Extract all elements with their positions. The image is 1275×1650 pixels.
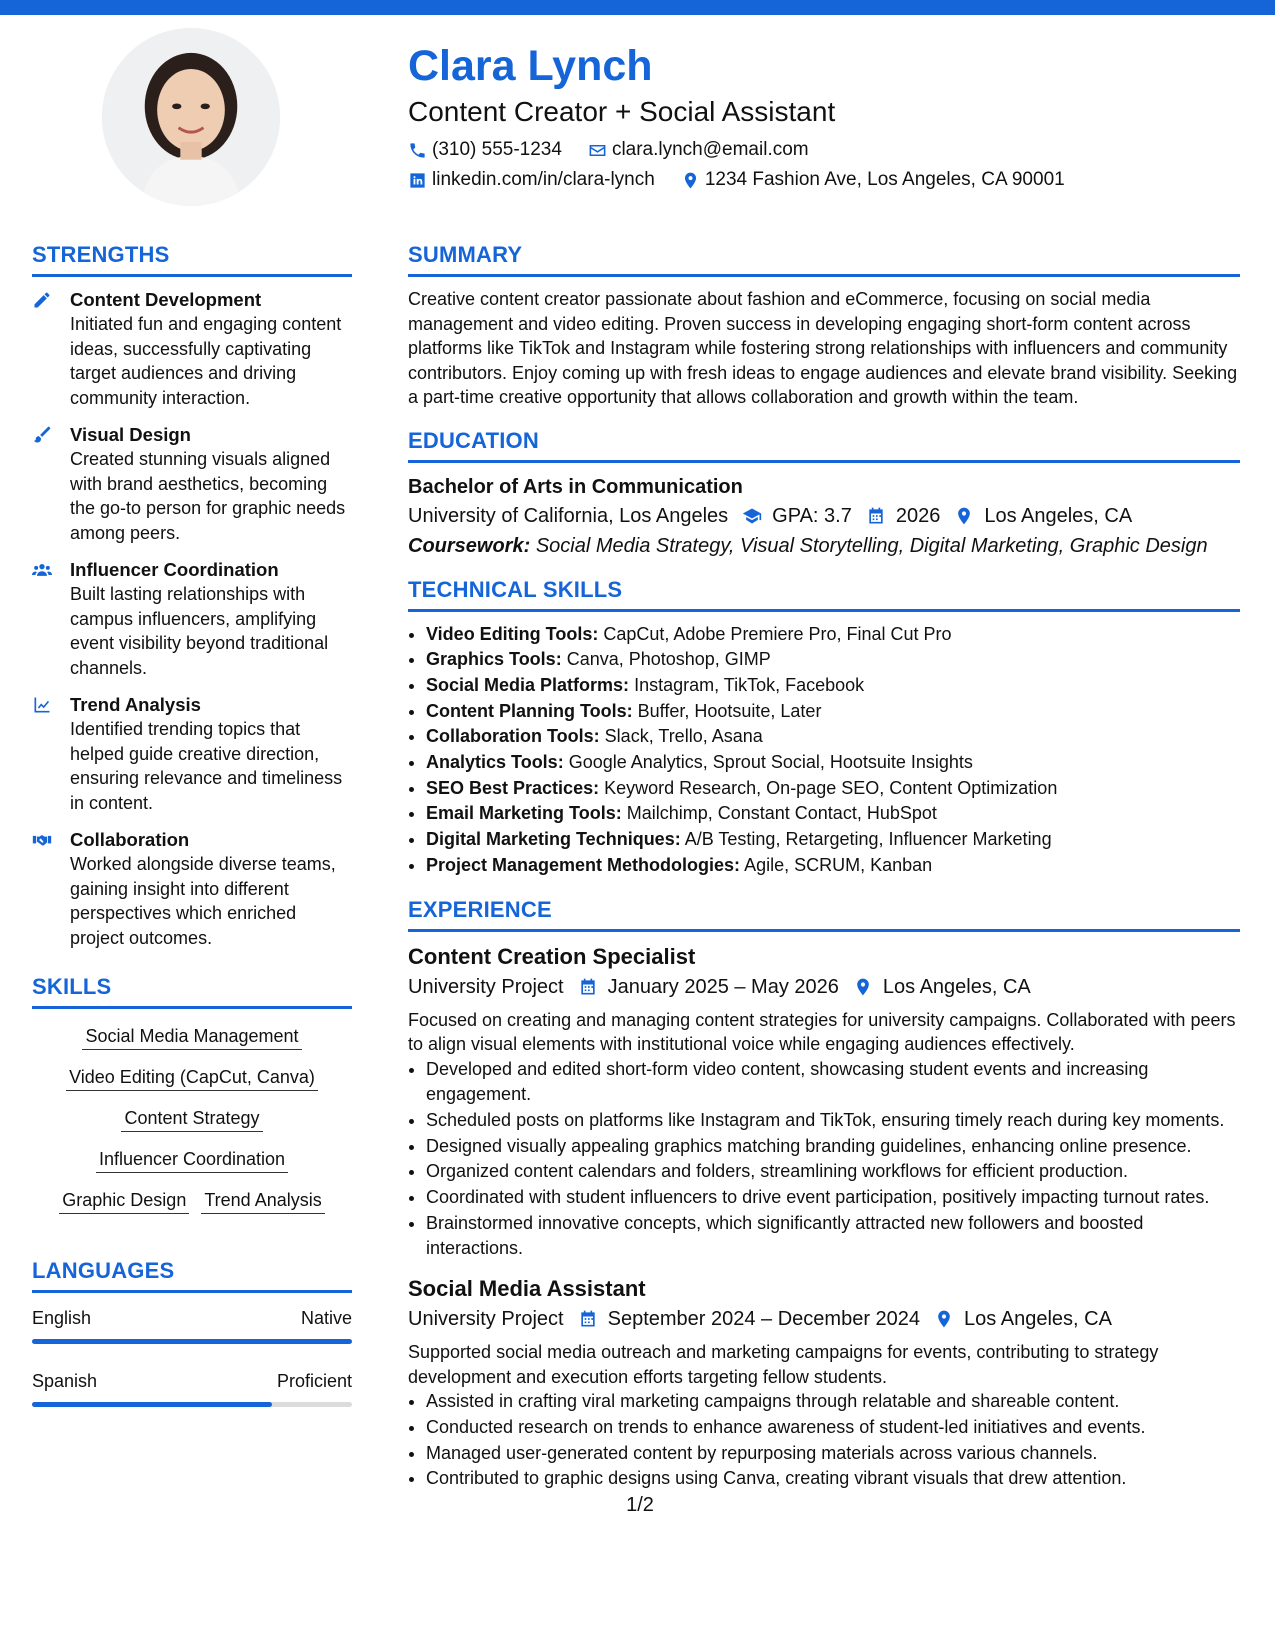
contact-row-1: [408, 136, 1248, 164]
strength-desc: Created stunning visuals aligned with brand aesthetics, becoming the go-to person for graphic needs among peers.: [70, 449, 346, 543]
job-dates-item: [578, 972, 839, 1002]
job-bullet: • Scheduled posts on platforms like Instagram and TikTok, ensuring timely reach during key moments.: [426, 1108, 1240, 1134]
job-org: University Project: [408, 975, 564, 998]
skill-tag: Video Editing (CapCut, Canva): [66, 1064, 318, 1091]
job-meta: [408, 972, 1240, 1002]
map-pin-icon: [853, 977, 873, 997]
job-bullet: • Contributed to graphic designs using Canva, creating vibrant visuals that drew attention.: [426, 1466, 1240, 1492]
job-location-item: [934, 1304, 1112, 1334]
language-name: Spanish: [32, 1371, 98, 1391]
education-heading: EDUCATION: [408, 426, 1240, 463]
job-title: Content Creation Specialist: [408, 943, 696, 969]
strength-desc: Worked alongside diverse teams, gaining insight into different perspectives which enriched project outcomes.: [70, 854, 336, 948]
job-location-item: [853, 972, 1031, 1002]
job-bullet: • Coordinated with student influencers to drive event participation, positively impacting turnout rates.: [426, 1185, 1240, 1211]
phone-icon: [408, 141, 427, 160]
phone-text: (310) 555-1234: [432, 139, 562, 160]
tech-skill-item: [426, 622, 1240, 648]
tech-skill-value: Google Analytics, Sprout Social, Hootsuite Insights: [568, 752, 973, 773]
strength-desc: Initiated fun and engaging content ideas, successfully captivating target audiences and driving community interaction.: [70, 314, 342, 408]
top-accent-bar: [0, 0, 1275, 15]
tech-skill-label: Email Marketing Tools:: [426, 803, 622, 824]
address-contact: [681, 166, 1065, 194]
summary-heading: SUMMARY: [408, 240, 1240, 277]
resume-header: [408, 40, 1248, 194]
coursework: [408, 531, 1240, 561]
job-description: Supported social media outreach and marketing campaigns for events, contributing to strategy development and execution efforts targeting fellow students.: [408, 1342, 1159, 1387]
strength-title: Visual Design: [70, 424, 191, 445]
tech-skill-value: Agile, SCRUM, Kanban: [744, 854, 933, 875]
strength-item: [32, 287, 352, 410]
tech-skill-label: Analytics Tools:: [426, 752, 564, 773]
strength-desc: Built lasting relationships with campus influencers, amplifying event visibility beyond traditional channels.: [70, 584, 329, 678]
chart-line-icon: [32, 695, 52, 715]
job-bullet: • Organized content calendars and folders, streamlining workflows for efficient production.: [426, 1159, 1240, 1185]
skills-list: [32, 1023, 352, 1214]
skill-tag: Trend Analysis: [201, 1187, 324, 1214]
experience-job: [408, 942, 1240, 1263]
degree-title: Bachelor of Arts in Communication: [408, 475, 743, 498]
tech-skill-value: Canva, Photoshop, GIMP: [566, 649, 771, 670]
calendar-icon: [578, 977, 598, 997]
tech-skill-value: Mailchimp, Constant Contact, HubSpot: [626, 803, 937, 824]
school-name: University of California, Los Angeles: [408, 504, 729, 527]
tech-skill-label: Content Planning Tools:: [426, 700, 633, 721]
strength-title: Collaboration: [70, 829, 190, 850]
email-text: clara.lynch@email.com: [611, 139, 809, 160]
strength-title: Content Development: [70, 289, 262, 310]
envelope-icon: [588, 141, 607, 160]
right-column: [408, 240, 1240, 1504]
job-location: Los Angeles, CA: [964, 1308, 1112, 1331]
graduation-cap-icon: [742, 506, 762, 526]
job-bullet: • Assisted in crafting viral marketing campaigns through relatable and shareable content.: [426, 1389, 1240, 1415]
language-proficiency-bar: [32, 1402, 352, 1407]
job-dates: January 2025 – May 2026: [607, 975, 839, 998]
linkedin-text: linkedin.com/in/clara-lynch: [432, 169, 655, 190]
users-icon: [32, 560, 52, 580]
tech-skill-value: Buffer, Hootsuite, Later: [637, 700, 822, 721]
job-meta: [408, 1304, 1240, 1334]
skill-tag: Influencer Coordination: [96, 1146, 288, 1173]
gpa-text: GPA: 3.7: [772, 504, 852, 527]
strength-item: [32, 422, 352, 545]
candidate-name: Clara Lynch: [408, 42, 653, 90]
summary-text: Creative content creator passionate about fashion and eCommerce, focusing on social media management and video editing. Proven success in developing engaging short-form content across platforms like TikTok and Instagram while fostering strong relationships with influencers and community contributors. Enjoy coming up with fresh ideas to engage audiences and elevate brand visibility. Seeking a part-time creative opportunity that allows collaboration and growth within the team.: [408, 289, 1238, 407]
languages-heading: LANGUAGES: [32, 1256, 352, 1293]
candidate-role: Content Creator + Social Assistant: [408, 96, 836, 127]
skill-tag: Content Strategy: [121, 1105, 262, 1132]
job-org: University Project: [408, 1308, 564, 1331]
tech-skill-label: Digital Marketing Techniques:: [426, 829, 681, 850]
language-proficiency-fill: [32, 1339, 352, 1344]
left-column: [32, 240, 352, 1431]
education-meta: [408, 501, 1240, 531]
tech-skill-item: [426, 853, 1240, 879]
coursework-text: Social Media Strategy, Visual Storytelling, Digital Marketing, Graphic Design: [535, 534, 1208, 557]
tech-skill-label: SEO Best Practices:: [426, 777, 600, 798]
edu-location-text: Los Angeles, CA: [984, 504, 1133, 527]
gpa-item: [742, 501, 852, 531]
tech-skill-item: [426, 801, 1240, 827]
email-contact[interactable]: [588, 136, 809, 164]
job-dates-item: [578, 1304, 920, 1334]
paintbrush-icon: [32, 425, 52, 445]
contact-row-2: [408, 166, 1248, 194]
calendar-icon: [578, 1309, 598, 1329]
job-bullet: • Brainstormed innovative concepts, which significantly attracted new followers and boosted interactions.: [426, 1211, 1240, 1262]
job-bullet: • Managed user-generated content by repurposing materials across various channels.: [426, 1441, 1240, 1467]
experience-heading: EXPERIENCE: [408, 895, 1240, 932]
tech-skill-value: Keyword Research, On-page SEO, Content Optimization: [604, 777, 1058, 798]
tech-skill-item: [426, 673, 1240, 699]
pencil-icon: [32, 290, 52, 310]
tech-skill-label: Video Editing Tools:: [426, 623, 599, 644]
job-dates: September 2024 – December 2024: [607, 1308, 921, 1331]
job-description: Focused on creating and managing content strategies for university campaigns. Collaborated with peers to align visual elements with institutional voice while engaging audiences effectively.: [408, 1009, 1236, 1055]
handshake-icon: [32, 830, 52, 850]
tech-skill-value: A/B Testing, Retargeting, Influencer Marketing: [684, 829, 1052, 850]
strength-title: Trend Analysis: [70, 694, 201, 715]
tech-skill-item: [426, 776, 1240, 802]
tech-skill-item: [426, 699, 1240, 725]
phone-contact[interactable]: [408, 136, 562, 164]
language-proficiency-bar: [32, 1339, 352, 1344]
strength-item: [32, 692, 352, 815]
tech-skill-item: [426, 647, 1240, 673]
strength-item: [32, 557, 352, 680]
language-name: English: [32, 1308, 92, 1328]
map-pin-icon: [934, 1309, 954, 1329]
job-bullet: • Designed visually appealing graphics matching branding guidelines, enhancing online presence.: [426, 1134, 1240, 1160]
tech-skill-value: Slack, Trello, Asana: [604, 726, 763, 747]
linkedin-icon: [408, 171, 427, 190]
tech-skill-value: Instagram, TikTok, Facebook: [634, 674, 865, 695]
job-bullet: • Conducted research on trends to enhance awareness of student-led initiatives and events.: [426, 1415, 1240, 1441]
map-pin-icon: [681, 171, 700, 190]
job-location: Los Angeles, CA: [882, 975, 1031, 998]
edu-location-item: [954, 501, 1132, 531]
skill-tag: Social Media Management: [82, 1023, 301, 1050]
job-bullet: • Developed and edited short-form video content, showcasing student events and increasing engagement.: [426, 1057, 1240, 1108]
tech-skill-item: [426, 827, 1240, 853]
tech-skill-label: Graphics Tools:: [426, 649, 562, 670]
strength-item: [32, 827, 352, 950]
skills-heading: SKILLS: [32, 972, 352, 1009]
job-title: Social Media Assistant: [408, 1276, 646, 1302]
tech-skill-value: CapCut, Adobe Premiere Pro, Final Cut Pro: [603, 623, 952, 644]
technical-skills-list: [408, 622, 1240, 879]
linkedin-contact[interactable]: [408, 166, 655, 194]
year-item: [866, 501, 941, 531]
job-bullets: [408, 1057, 1240, 1263]
profile-photo-illustration: [102, 28, 280, 206]
language-level: Proficient: [276, 1371, 352, 1391]
job-bullets: [408, 1389, 1240, 1492]
language-proficiency-fill: [32, 1402, 272, 1407]
strength-desc: Identified trending topics that helped guide creative direction, ensuring relevance and timeliness in content.: [70, 719, 343, 813]
language-item: [32, 1368, 352, 1407]
language-item: [32, 1305, 352, 1344]
tech-skill-label: Collaboration Tools:: [426, 726, 600, 747]
tech-skill-item: [426, 724, 1240, 750]
skill-tag: Graphic Design: [59, 1187, 189, 1214]
technical-skills-heading: TECHNICAL SKILLS: [408, 575, 1240, 612]
tech-skill-item: [426, 750, 1240, 776]
language-level: Native: [300, 1308, 352, 1328]
year-text: 2026: [895, 504, 941, 527]
strengths-heading: STRENGTHS: [32, 240, 352, 277]
experience-job: [408, 1274, 1240, 1492]
coursework-label: Coursework:: [408, 534, 531, 557]
map-pin-icon: [954, 506, 974, 526]
tech-skill-label: Social Media Platforms:: [426, 674, 630, 695]
tech-skill-label: Project Management Methodologies:: [426, 854, 741, 875]
address-text: 1234 Fashion Ave, Los Angeles, CA 90001: [704, 169, 1065, 190]
page-indicator: 1/2: [626, 1494, 654, 1516]
calendar-icon: [866, 506, 886, 526]
strength-title: Influencer Coordination: [70, 559, 279, 580]
profile-photo: [102, 28, 280, 206]
